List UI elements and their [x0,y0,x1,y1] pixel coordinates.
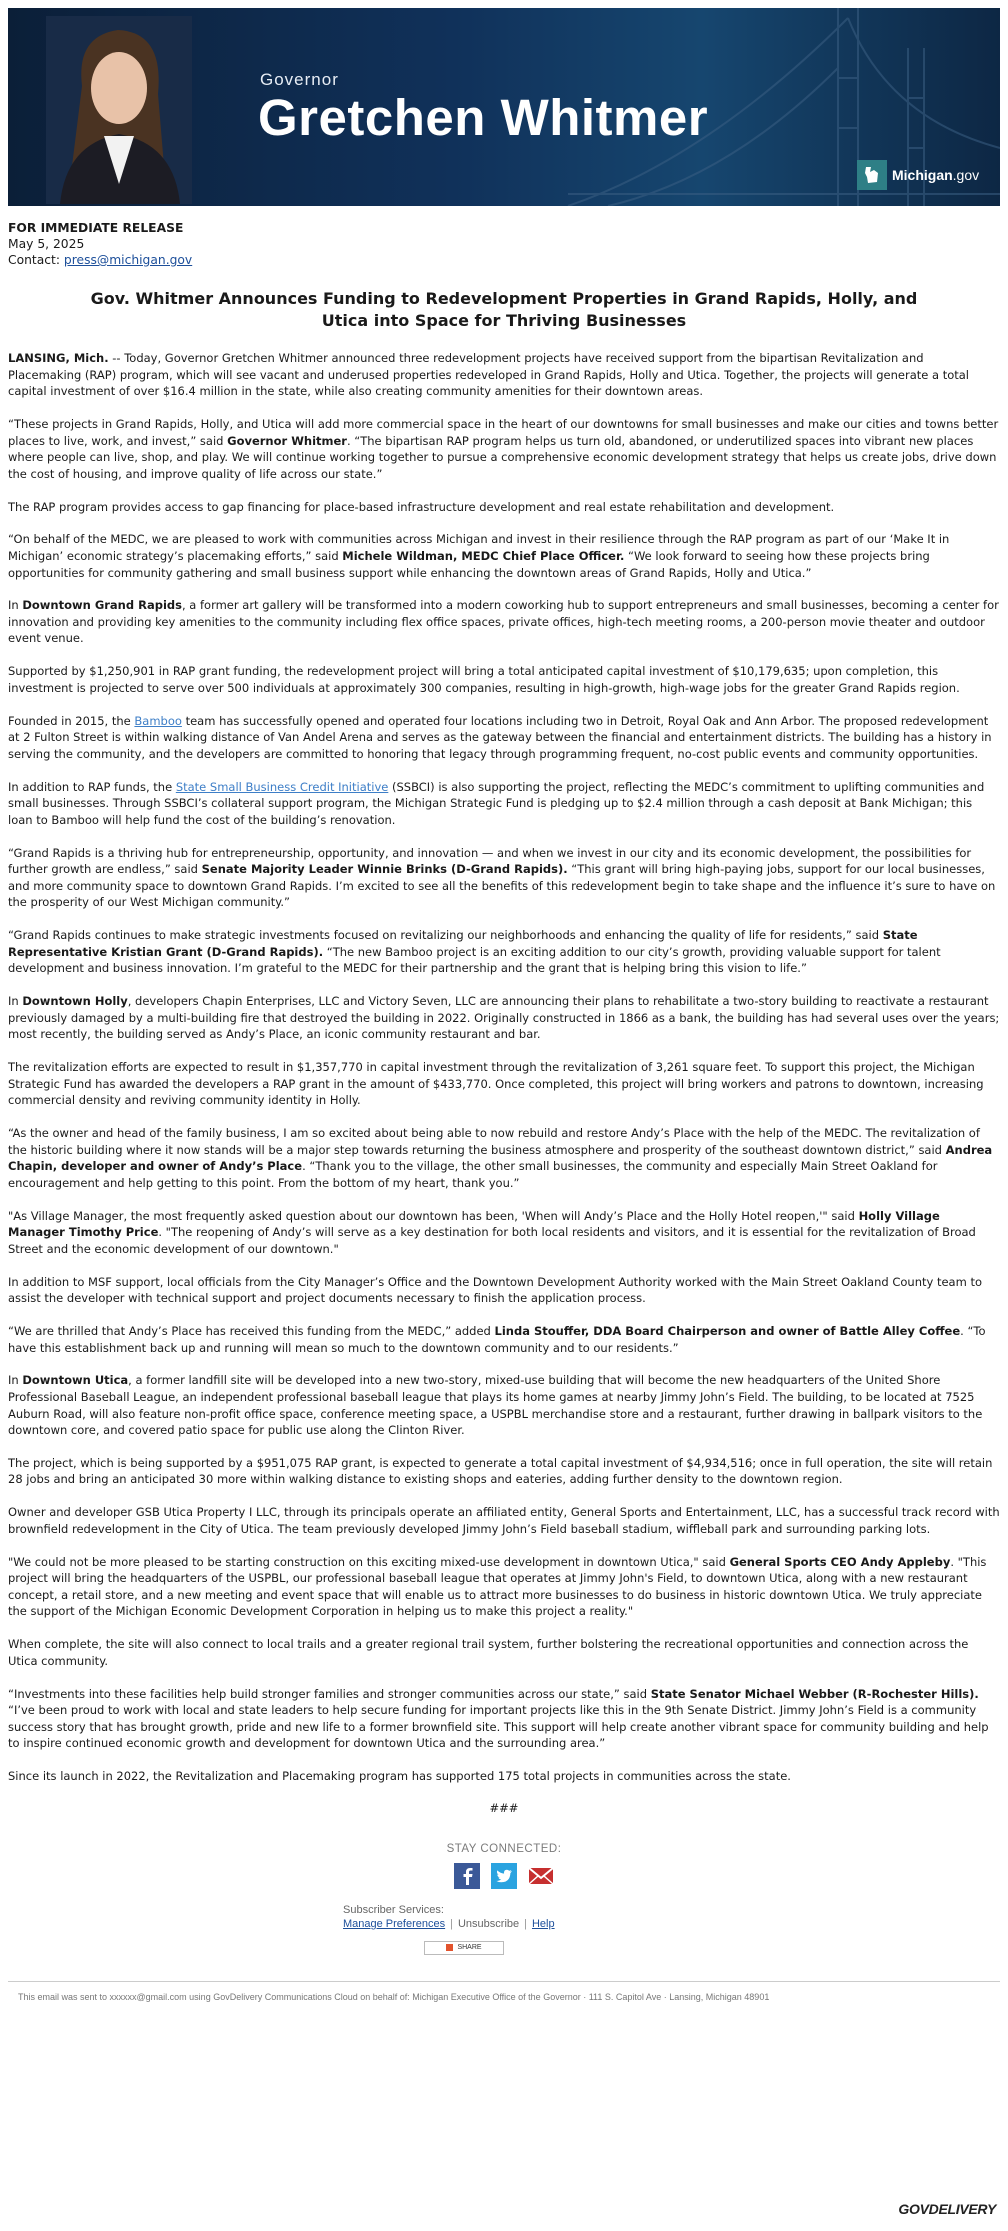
headline: Gov. Whitmer Announces Funding to Redevelopment Properties in Grand Rapids, Holly, and Utica into Space for Thriving Businesses [90,289,918,330]
text: “We are thrilled that Andy’s Place has received this funding from the MEDC,” added [8,1323,495,1338]
michigan-map-icon [857,160,887,190]
paragraph: Since its launch in 2022, the Revitalization and Placemaking program has supported 175 total projects in communities across the state. [8,1769,791,1784]
speaker: Andrea Chapin, developer and owner of Andy’s Place [8,1142,993,1174]
release-label: FOR IMMEDIATE RELEASE [8,221,184,235]
location: Downtown Holly [22,994,128,1009]
text: “These projects in Grand Rapids, Holly, and Utica will add more commercial space in the heart of our downtowns for small businesses and make our cities and towns better places to live, work, and invest,” said [8,416,999,448]
text: (SSBCI) is also supporting the project, reflecting the MEDC’s commitment to uplifting communities and small businesses. Through SSBCI’s collateral support program, the Michigan Strategic Fund is pledging up to $2.4 million through a cash deposit at Bank Michigan; this loan to Bamboo will help fund the cost of the building’s renovation. [8,779,985,827]
text: , developers Chapin Enterprises, LLC and Victory Seven, LLC are announcing their plans to rehabilitate a two-story building to reactivate a restaurant previously damaged by a multi-building fire that destroyed the building in 2022. Originally constructed in 1866 as a bank, the building has had several uses over the years; most recently, the building served as Andy’s Place, an iconic community restaurant and bar. [8,994,1000,1042]
article-body [8,350,1000,1815]
header-banner [8,8,1000,206]
ssbci-link[interactable]: State Small Business Credit Initiative [175,779,389,794]
paragraph [8,1125,1000,1191]
separator: | [450,1917,453,1930]
text: . “The bipartisan RAP program helps us turn old, abandoned, or underutilized spaces into vibrant new places where people can live, shop, and play. We will continue working together to pursue a comprehensive economic development strategy that helps us create jobs, drive down the cost of housing, and improve quality of life across our state.” [8,433,997,481]
stay-connected-label: STAY CONNECTED: [446,1842,562,1855]
text: “Grand Rapids continues to make strategic investments focused on revitalizing our neighborhoods and enhancing the quality of life for residents,” said [8,928,883,943]
separator: | [524,1917,527,1930]
paragraph [8,1686,1000,1752]
subscriber-links [343,1917,1000,1931]
speaker: State Senator Michael Webber (R-Rochester Hills). [650,1686,979,1701]
text: “I’ve been proud to work with local and state leaders to help secure funding for important projects like this in the 9th Senate District. Jimmy John’s Field is a community success story that has brought growth, pride and new life to a former brownfield site. This support will help create another vibrant space for community building and help to inspire continued economic growth and development for downtown Utica and the surrounding area.” [8,1703,989,1751]
paragraph [8,531,1000,581]
paragraph [8,597,1000,647]
logo-word: Michigan [892,167,953,183]
governor-name: Gretchen Whitmer [258,89,709,146]
govdelivery-logo[interactable]: GOVDELIVERY [898,2201,996,2217]
governor-portrait [46,16,192,204]
speaker: General Sports CEO Andy Appleby [729,1554,951,1569]
help-link[interactable]: Help [531,1917,555,1930]
paragraph [8,1372,1000,1438]
email-share-icon[interactable] [528,1863,554,1889]
text: In [8,598,23,613]
speaker: Michele Wildman, MEDC Chief Place Officer. [342,548,625,563]
release-date: May 5, 2025 [8,237,85,251]
paragraph [8,1554,1000,1620]
paragraph: The project, which is being supported by a $951,075 RAP grant, is expected to generate a total capital investment of $4,934,516; once in full operation, the site will retain 28 jobs and bring an anticipated 30 more within walking distance to existing shops and eateries, adding further density to the downtown region. [8,1455,993,1487]
michigan-gov-logo-text [892,167,979,183]
paragraph [8,1208,1000,1258]
paragraph [8,779,1000,829]
unsubscribe-link[interactable]: Unsubscribe [457,1917,520,1930]
share-label: SHARE [457,1944,482,1952]
michigan-gov-logo[interactable] [857,160,988,190]
text: , a former art gallery will be transformed into a modern coworking hub to support entrepreneurs and small businesses, becoming a center for innovation and providing key amenities to the community including flex office spaces, private offices, high-tech meeting rooms, a 200-person movie theater and outdoor event venue. [8,598,999,646]
text: “Investments into these facilities help build stronger families and stronger communities across our state,” said [8,1686,651,1701]
paragraph: In addition to MSF support, local officials from the City Manager’s Office and the Downtown Development Authority worked with the Main Street Oakland County team to assist the developer with technical support and project documents necessary to finish the application process. [8,1274,982,1306]
share-button[interactable] [424,1941,504,1955]
contact-line [8,252,1000,268]
text: . "This project will bring the headquarters of the USPBL, our professional baseball league that operates at Jimmy John's Field, to downtown Utica, along with a new restaurant concept, a retail store, and a new meeting and event space that will enable us to attract more businesses to do business in historic downtown Utica. We truly appreciate the support of the Michigan Economic Development Corporation in helping us to make this project a reality." [8,1554,987,1619]
text: “On behalf of the MEDC, we are pleased to work with communities across Michigan and invest in their resilience through the RAP program as part of our ‘Make It in Michigan’ economic strategy’s placemaking efforts,” said [8,532,950,563]
paragraph [8,713,1000,763]
paragraph [8,1323,1000,1356]
twitter-icon[interactable] [491,1863,517,1889]
social-links [8,1863,1000,1889]
text: “We look forward to seeing how these projects bring opportunities for community gathering and small business support while enhancing the downtown areas of Grand Rapids, Holly and Utica.” [8,548,930,580]
email-body [8,8,1000,2002]
paragraph: Owner and developer GSB Utica Property I LLC, through its principals operate an affiliated entity, General Sports and Entertainment, LLC, has a successful track record with brownfield redevelopment in the City of Utica. The team previously developed Jimmy John’s Field baseball stadium, wiffleball park and surrounding parking lots. [8,1505,1000,1536]
logo-suffix: .gov [952,167,980,183]
footer-divider [8,1981,1000,1982]
subscriber-services [343,1903,1000,1931]
speaker: Linda Stouffer, DDA Board Chairperson and owner of Battle Alley Coffee [494,1323,961,1338]
speaker: State Representative Kristian Grant (D-Grand Rapids). [8,928,918,959]
paragraph: The RAP program provides access to gap financing for place-based infrastructure development and real estate rehabilitation and development. [8,499,835,514]
location: Downtown Grand Rapids [22,598,182,613]
paragraph [8,927,1000,977]
paragraph: Supported by $1,250,901 in RAP grant funding, the redevelopment project will bring a total anticipated capital investment of $10,179,635; upon completion, this investment is projected to serve over 500 individuals at approximately 300 companies, resulting in high-growth, high-wage jobs for the greater Grand Rapids region. [8,664,960,695]
paragraph: The revitalization efforts are expected to result in $1,357,770 in capital investment through the revitalization of 3,261 square feet. To support this project, the Michigan Strategic Fund has awarded the developers a RAP grant in the amount of $433,770. Once completed, this project will bring workers and patrons to downtown, increasing commercial density and reviving community identity in Holly. [8,1060,984,1108]
subscriber-services-label: Subscriber Services: [343,1903,444,1916]
text: “As the owner and head of the family business, I am so excited about being able to now rebuild and restore Andy’s Place with the help of the MEDC. The revitalization of the historic building where it now stands will be a major step towards returning the business atmosphere and prosperity of the southeast downtown district,” said [8,1126,980,1157]
bamboo-link[interactable]: Bamboo [134,713,182,728]
paragraph [8,993,1000,1043]
text: . “To have this establishment back up and running will mean so much to the downtown community and to our residents.” [8,1323,986,1355]
text: "As Village Manager, the most frequently asked question about our downtown has been, 'When will Andy’s Place and the Holly Hotel reopen,'" said [8,1208,859,1223]
share-icon [446,1944,453,1951]
text: . “Thank you to the village, the other small businesses, the community and especially Main Street Oakland for encouragement and help getting to this point. From the bottom of my heart, thank you.” [8,1159,938,1190]
paragraph: When complete, the site will also connect to local trails and a greater regional trail system, further bolstering the recreational opportunities and connection across the Utica community. [8,1637,969,1668]
paragraph [8,416,1000,482]
text: -- Today, Governor Gretchen Whitmer announced three redevelopment projects have received support from the bipartisan Revitalization and Placemaking (RAP) program, which will see vacant and underused properties redeveloped in Grand Rapids, Holly and Utica. Together, the projects will generate a total capital investment of over $16.4 million in the state, while also creating community amenities for their downtown areas. [8,351,970,399]
speaker: Holly Village Manager Timothy Price [8,1208,940,1240]
dateline: LANSING, Mich. [8,351,109,365]
text: "We could not be more pleased to be starting construction on this exciting mixed-use development in downtown Utica," said [8,1554,730,1569]
text: “The new Bamboo project is an exciting addition to our city’s growth, providing valuable support for talent development and business innovation. I’m grateful to the MEDC for their partnership and the grant that is helping bring this vision to life.” [8,944,941,976]
text: . "The reopening of Andy’s will serve as a key destination for both local residents and visitors, and it is essential for the revitalization of Broad Street and the economic development of our downtown." [8,1225,976,1256]
text: Founded in 2015, the [8,713,135,728]
text: “This grant will bring high-paying jobs, support for our local businesses, and more community space to downtown Grand Rapids. I’m excited to see all the benefits of this redevelopment begin to take shape and the influence it’s sure to have on the prosperity of our West Michigan community.” [8,862,996,910]
contact-email-link[interactable]: press@michigan.gov [63,253,193,267]
release-meta [8,220,1000,268]
text: In addition to RAP funds, the [8,779,176,794]
text: , a former landfill site will be developed into a new two-story, mixed-use building that will become the new headquarters of the United Shore Professional Baseball League, an independent professional baseball league that plays its home games at nearby Jimmy John’s Field. The building, to be located at 7525 Auburn Road, will also feature non-profit office space, conference meeting space, a USPBL merchandise store and a restaurant, further drawing in ballpark visitors to the downtown core, and covered patio space for public use along the Clinton River. [8,1373,983,1438]
text: team has successfully opened and operated four locations including two in Detroit, Royal Oak and Ann Arbor. The proposed redevelopment at 2 Fulton Street is within walking distance of Van Andel Arena and serves as the gateway between the financial and entertainment districts. The building has a history in serving the community, and the developers are committed to honoring that legacy through programming frequent, no-cost public events and community opportunities. [8,713,992,761]
text: In [8,994,23,1009]
contact-label: Contact: [8,253,60,267]
speaker: Governor Whitmer [227,433,347,448]
footer-note: This email was sent to xxxxxx@gmail.com using GovDelivery Communications Cloud on behalf of: Michigan Executive Office of the Governor · 111 S. Capitol Ave · Lansing, Michigan 48901 [18,1991,770,2002]
governor-label: Governor [260,70,339,89]
text: “Grand Rapids is a thriving hub for entrepreneurship, opportunity, and innovation — and when we invest in our city and its economic development, the possibilities for further growth are endless,” said [8,845,972,877]
facebook-icon[interactable] [454,1863,480,1889]
paragraph [8,845,1000,911]
manage-preferences-link[interactable]: Manage Preferences [343,1917,446,1930]
text: In [8,1373,23,1388]
end-mark: ### [489,1800,519,1815]
paragraph [8,350,1000,400]
location: Downtown Utica [22,1373,129,1388]
speaker: Senate Majority Leader Winnie Brinks (D-Grand Rapids). [201,862,568,877]
